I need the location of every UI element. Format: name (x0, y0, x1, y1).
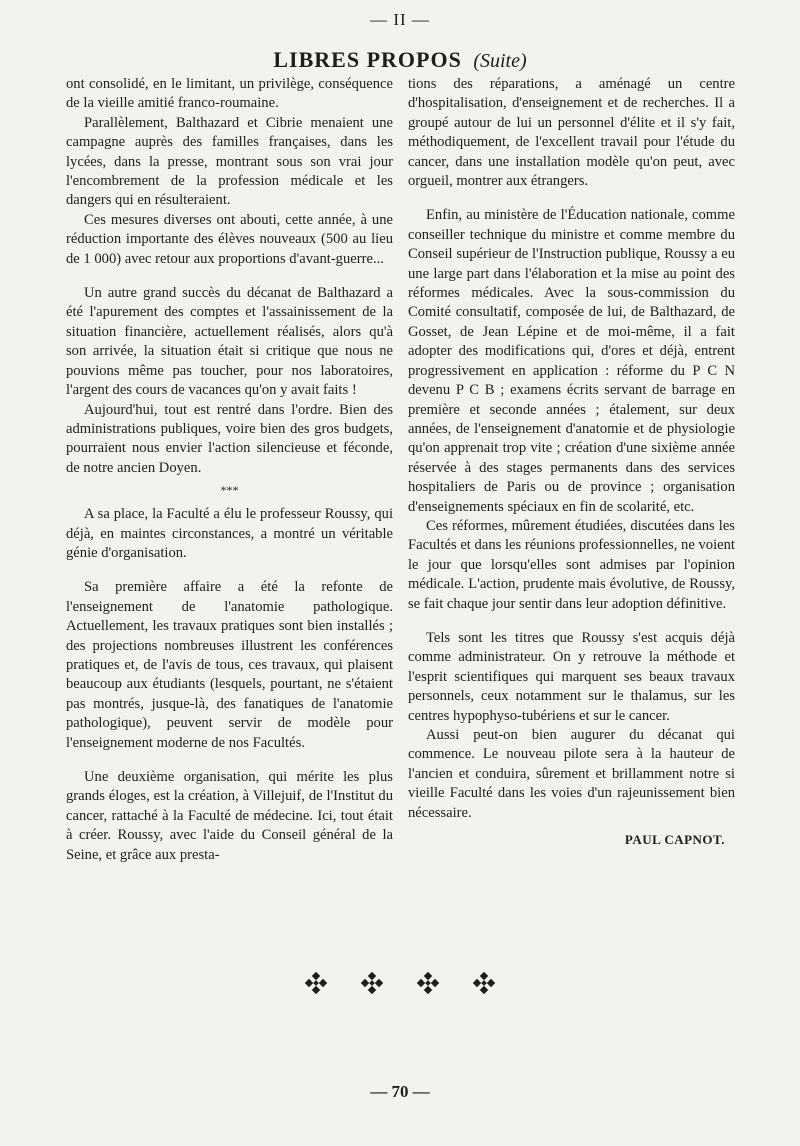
paragraph: Enfin, au ministère de l'Éducation nationale, comme conseiller technique du ministre et comme membre du Conseil supérieur de l'Instruction publique, Roussy a eu une large part dans l'élaboration et la mise au point des réformes médicales. Avec la sous-commission du Comité consultatif, composée de lui, de Balthazard, de Gosset, de Jean Lépine et de moi-même, il a fait adopter des modifications qui, d'ores et déjà, entrent progressivement en application : réforme du P C N devenu P C B ; examens écrits servant de barrage en première et seconde années ; étalement, sur deux années, de l'enseignement d'anatomie et de physiologie qu'on apprenait trop vite ; création d'une sixième année réservée à des stages permanents dans des services hospitaliers de Paris ou de province ; organisation d'enseignements spéciaux en fin de scolarité, etc. (408, 207, 735, 515)
diamond-fleuron-icon (473, 972, 495, 994)
paragraph: Un autre grand succès du décanat de Balthazard a été l'apurement des comptes et l'assainissement de la situation financière, actuellement réalisés, alors qu'à son arrivée, la situation était si critique que nous ne pouvions même pas toucher, pour nos laboratoires, l'argent des cours de vacances qu'on y avait faits ! (66, 285, 393, 399)
asterism-divider: *** (220, 483, 239, 498)
paragraph: Ces mesures diverses ont abouti, cette année, à une réduction importante des élèves nouveaux (500 au lieu de 1 000) avec retour aux proportions d'avant-guerre... (66, 211, 393, 267)
left-column (66, 75, 393, 865)
paragraph: Une deuxième organisation, qui mérite les plus grands éloges, est la création, à Villejuif, de l'Institut du cancer, rattaché à la Faculté de médecine. Ici, tout était à créer. Roussy, avec l'aide du Conseil général de la Seine, et grâce aux presta- (66, 769, 393, 863)
diamond-fleuron-icon (417, 972, 439, 994)
diamond-fleuron-icon (361, 972, 383, 994)
title-main: LIBRES PROPOS (273, 47, 462, 72)
paragraph: ont consolidé, en le limitant, un privilège, conséquence de la vieille amitié franco-roumaine. (66, 76, 393, 112)
paragraph: Aujourd'hui, tout est rentré dans l'ordre. Bien des administrations publiques, voire bien des gros budgets, pourraient nous envier l'action silencieuse et féconde, de notre ancien Doyen. (66, 401, 393, 476)
right-column (408, 75, 735, 849)
title-suffix: (Suite) (473, 50, 527, 72)
footer-ornaments (0, 972, 800, 994)
bottom-page-number: — 70 — (370, 1082, 430, 1101)
paragraph: Sa première affaire a été la refonte de l'enseignement de l'anatomie pathologique. Actuellement, les travaux pratiques sont bien installés ; des projections nombreuses illustrent les conférences pratiques et, de l'avis de tous, ces travaux, qui plaisent beaucoup aux étudiants (lesquels, pourtant, ne s'étaient pas montrés, jusque-là, des fanatiques de l'anatomie pathologique), peuvent servir de modèle pour l'enseignement moderne de nos Facultés. (66, 579, 393, 751)
paragraph: Ces réformes, mûrement étudiées, discutées dans les Facultés et dans les réunions professionnelles, ne voient le jour que lorsqu'elles sont admises par l'opinion médicale. L'action, prudente mais évolutive, de Roussy, se fait chaque jour sentir dans leur adoption définitive. (408, 517, 735, 612)
paragraph: Aussi peut-on bien augurer du décanat qui commence. Le nouveau pilote sera à la hauteur de l'ancien et conduira, sûrement et brillamment notre si vieille Faculté dans les voies d'un rajeunissement bien nécessaire. (408, 727, 735, 821)
author-signature: PAUL CAPNOT. (624, 832, 725, 848)
page-title (0, 46, 800, 75)
paragraph: A sa place, la Faculté a élu le professeur Roussy, qui déjà, en maintes circonstances, a montré un véritable génie d'organisation. (66, 506, 393, 561)
paragraph: tions des réparations, a aménagé un centre d'hospitalisation, d'enseignement et de recherches. Il a groupé autour de lui un personnel d'élite et il s'y fait, méthodiquement, de l'excellent travail pour l'étude du cancer, dans une installation modèle qu'on peut, avec orgueil, montrer aux étrangers. (408, 76, 735, 190)
diamond-fleuron-icon (305, 972, 327, 994)
paragraph: Tels sont les titres que Roussy s'est acquis déjà comme administrateur. On y retrouve la méthode et l'esprit scientifiques qui marquent ses beaux travaux personnels, ceux notamment sur le thalamus, sur les centres hypophyso-tubériens et sur le cancer. (408, 629, 735, 724)
paragraph: Parallèlement, Balthazard et Cibrie menaient une campagne auprès des familles françaises, dans les lycées, dans la presse, montrant sous son vrai jour l'encombrement de la profession médicale et les dangers qui en résulteraient. (66, 114, 393, 209)
top-page-number: — II — (370, 10, 430, 29)
